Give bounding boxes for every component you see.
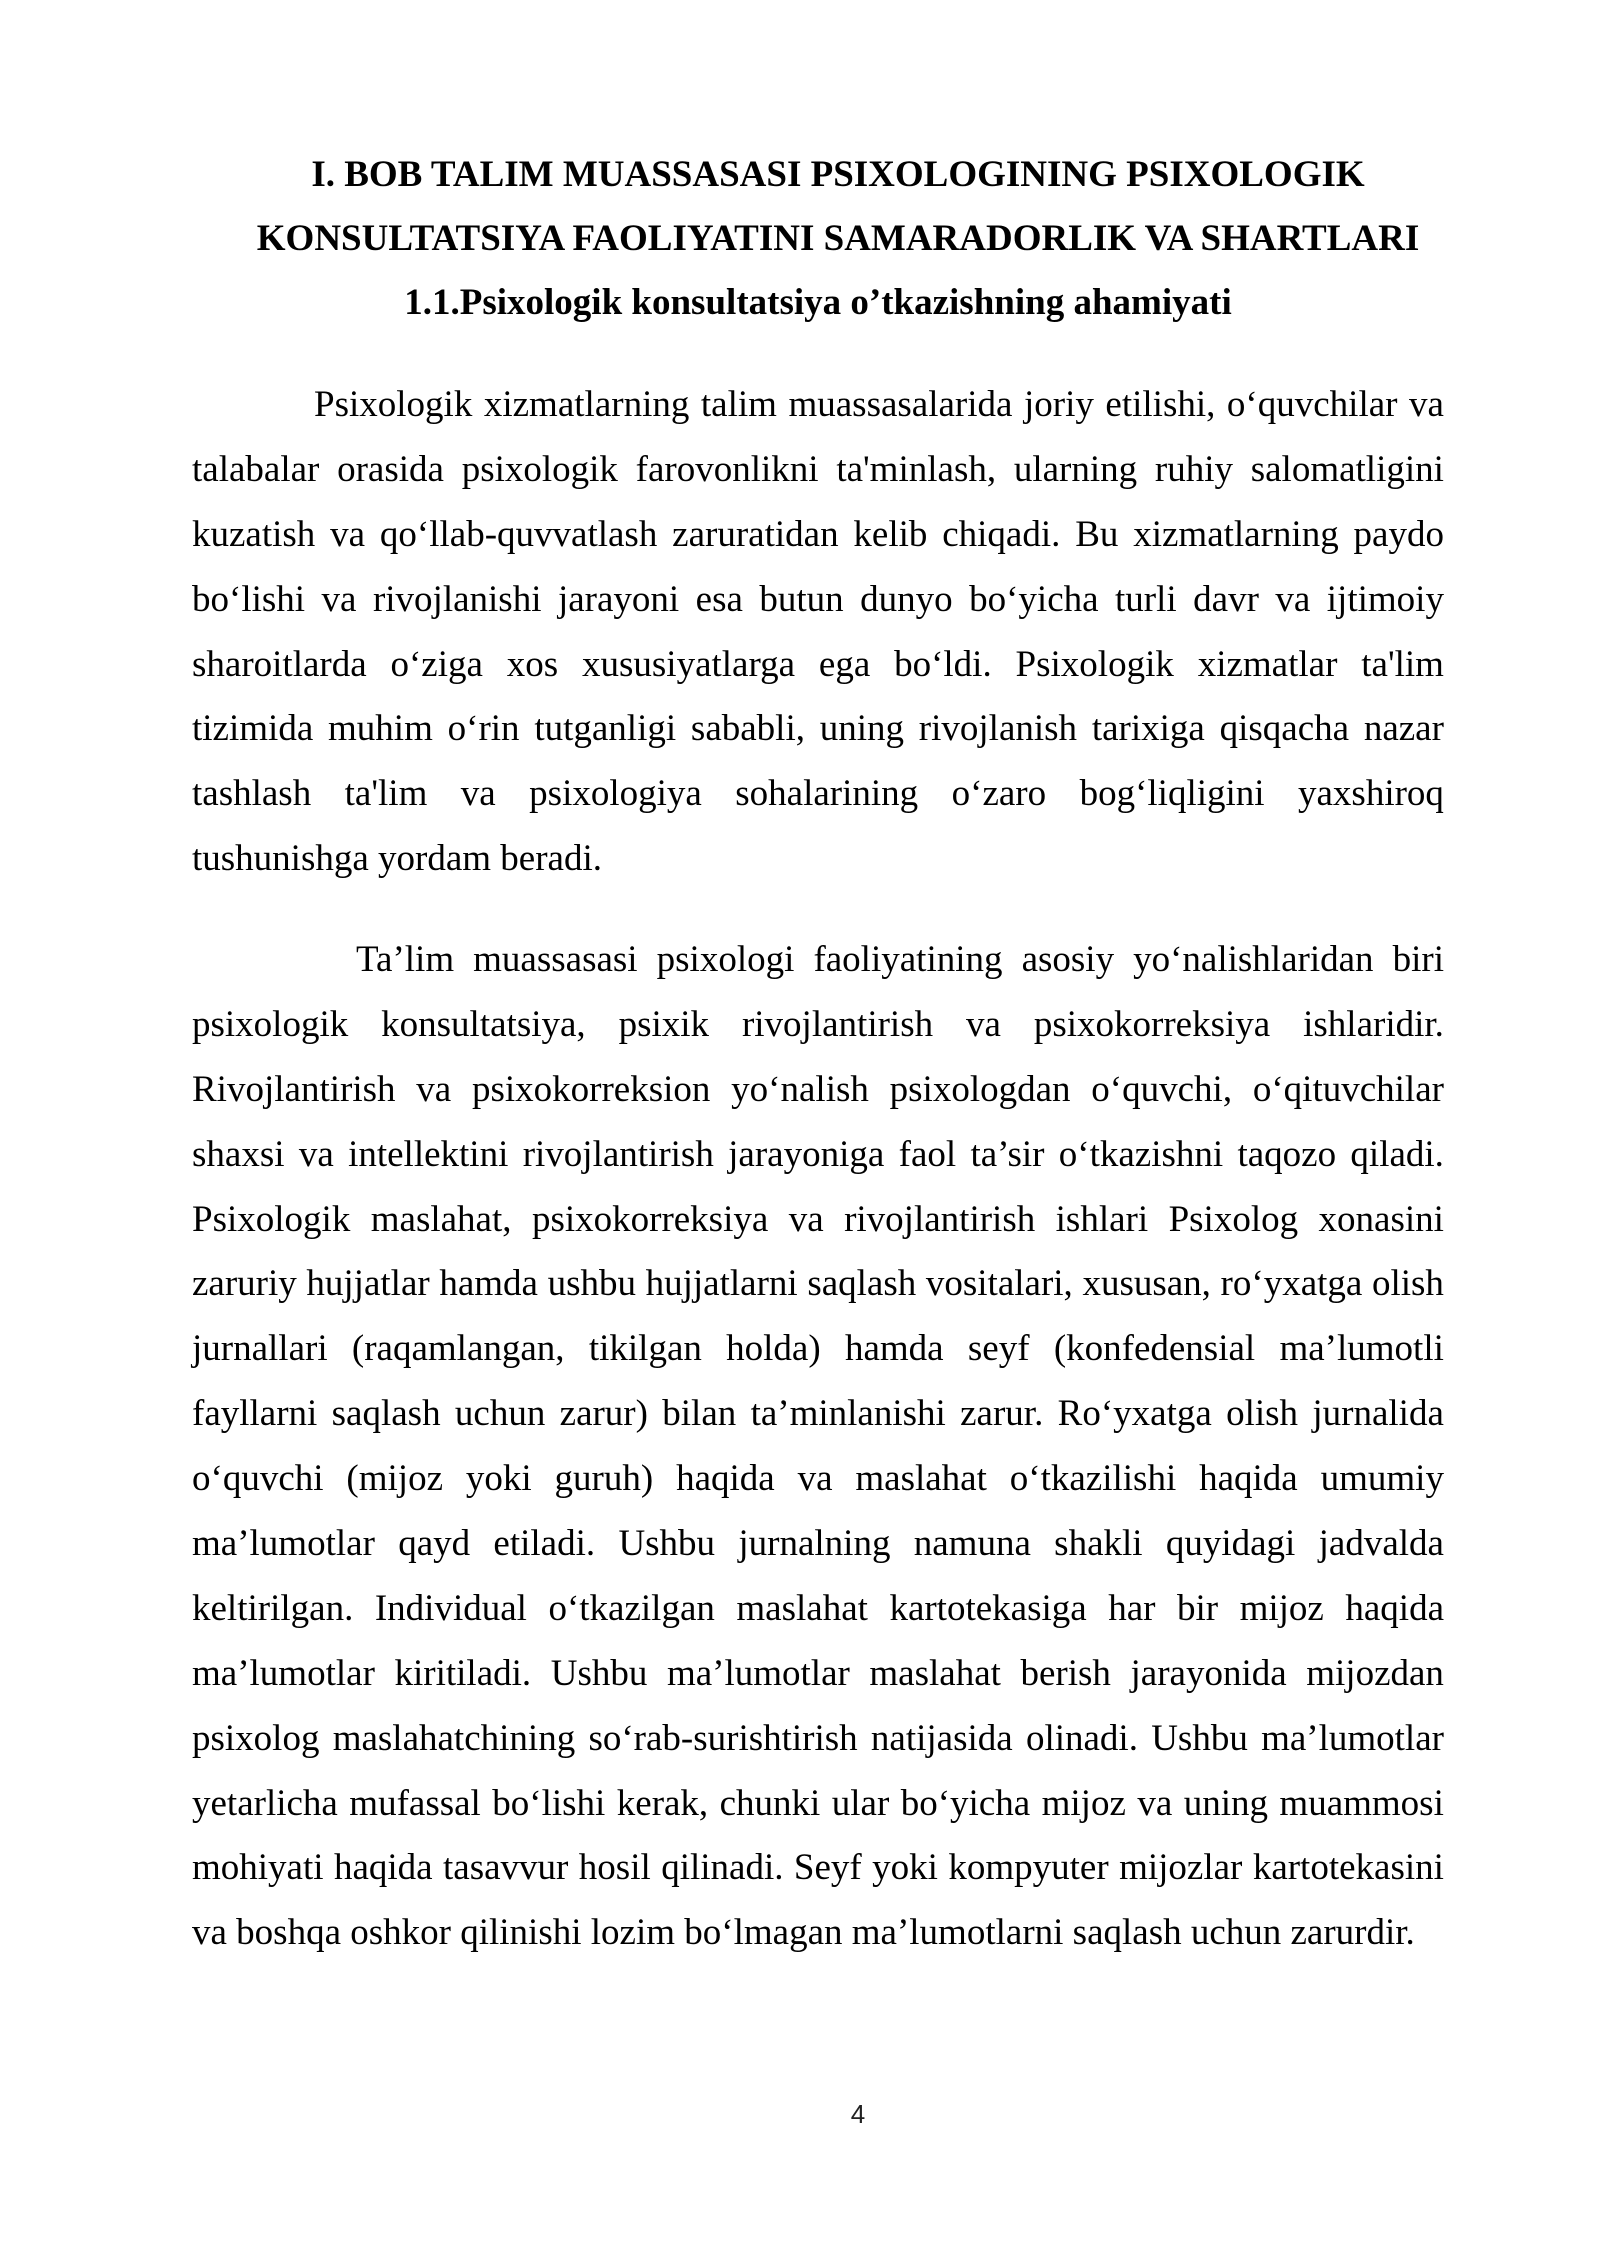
paragraph-line: va boshqa oshkor qilinishi lozim bo‘lmagan ma’lumotlarni saqlash uchun zarurdir. [192, 1912, 1415, 1954]
word: va [966, 1003, 1001, 1045]
word: ma’lumotlar [192, 1523, 375, 1565]
word: Ushbu [1151, 1717, 1248, 1759]
word: ma’lumotlar [666, 1652, 850, 1694]
word: mijoz [1239, 1587, 1324, 1629]
word: o‘qituvchilar [1252, 1068, 1444, 1110]
word: olish [1226, 1393, 1299, 1435]
word: joriy [1023, 384, 1094, 425]
word: va [321, 578, 357, 620]
word: ruhiy [1154, 448, 1233, 490]
word: bilan [662, 1393, 737, 1435]
word: rivojlanish [918, 708, 1078, 750]
word: psixokorreksiya [531, 1198, 769, 1240]
word: zaruriy [192, 1263, 297, 1305]
word: guruh) [554, 1458, 654, 1500]
word: jurnallari [192, 1328, 328, 1370]
paragraph-line: tushunishga yordam beradi. [192, 838, 602, 880]
word: butun [759, 578, 844, 620]
word: o‘tkazilgan [548, 1587, 715, 1629]
word: ijtimoiy [1326, 578, 1444, 620]
paragraph [192, 373, 1444, 892]
word: uning [819, 708, 905, 750]
word: Psixolog [1168, 1198, 1299, 1240]
word: ta’minlanishi [750, 1393, 946, 1435]
paragraph-line [192, 762, 1444, 827]
word: keltirilgan. [192, 1587, 354, 1629]
word: vositalari, [925, 1263, 1073, 1305]
word: o‘tkazilishi [1009, 1458, 1177, 1500]
word: hosil [578, 1847, 651, 1889]
word: paydo [1353, 513, 1444, 555]
paragraph-line [192, 928, 1444, 993]
word: va [1137, 1782, 1173, 1824]
word: o‘tkazishni [1058, 1133, 1224, 1175]
word: hujjatlar [306, 1263, 430, 1305]
word: xos [506, 643, 559, 685]
word: o‘zaro [951, 773, 1047, 815]
word: xususiyatlarga [582, 643, 796, 685]
word: maslahat [869, 1652, 1001, 1694]
word: jadvalda [1318, 1523, 1444, 1565]
word: tasavvur [443, 1847, 569, 1889]
word: psixologiya [529, 773, 702, 815]
word: o‘ziga [390, 643, 483, 685]
paragraph-line [192, 633, 1444, 698]
word: jurnalning [738, 1523, 891, 1565]
word: jarayonida [1130, 1652, 1287, 1694]
word: kiritiladi. [394, 1652, 532, 1694]
word: mijoz [1041, 1782, 1126, 1824]
word: sababli, [690, 708, 805, 750]
word: ularning [1013, 448, 1138, 490]
word: dunyo [860, 578, 953, 620]
word: har [1108, 1587, 1156, 1629]
word: orasida [337, 448, 444, 490]
word: chunki [719, 1782, 821, 1824]
word: farovonlikni [635, 448, 819, 490]
word: Bu [1075, 513, 1119, 555]
word: va [330, 513, 366, 555]
word: zaruratidan [672, 513, 839, 555]
word: Rivojlantirish [192, 1068, 396, 1110]
word: o‘quvchilar [1226, 384, 1398, 425]
word: bo‘lishi [192, 578, 306, 620]
word: tizimida [192, 708, 314, 750]
word: Psixologik [192, 1198, 351, 1240]
paragraph-line [192, 1642, 1444, 1707]
word: xizmatlarning [1133, 513, 1339, 555]
word: yetarlicha [192, 1782, 338, 1824]
word: qayd [398, 1523, 471, 1565]
word: kartotekasini [1252, 1847, 1444, 1889]
paragraph-line [192, 438, 1444, 503]
paragraph-line [192, 1512, 1444, 1577]
word: saqlash [331, 1393, 441, 1435]
word: rivojlanishi [372, 578, 542, 620]
word: ular [831, 1782, 890, 1824]
word: rivojlantirish [741, 1003, 934, 1045]
word: yoki [465, 1458, 532, 1500]
word: jarayoni [557, 578, 680, 620]
word: xizmatlar [1197, 643, 1338, 685]
paragraph-line [192, 1058, 1444, 1123]
word: bog‘liqligini [1079, 773, 1265, 815]
word: kompyuter [948, 1847, 1109, 1889]
word: talabalar [192, 448, 320, 490]
paragraph-line [192, 568, 1444, 633]
paragraph-line [192, 1577, 1444, 1642]
word: seyf [967, 1328, 1030, 1370]
word: chiqadi. [942, 513, 1061, 555]
word: Ro‘yxatga [1057, 1393, 1212, 1435]
word: va [298, 1133, 334, 1175]
word: psixologdan [889, 1068, 1071, 1110]
word: xonasini [1318, 1198, 1444, 1240]
word: ta'lim [1361, 643, 1444, 685]
paragraph-line [192, 503, 1444, 568]
word: berish [1020, 1652, 1111, 1694]
word: shaxsi [192, 1133, 285, 1175]
word: ta’sir [970, 1133, 1045, 1175]
word: ishlaridir. [1303, 1003, 1444, 1045]
word: maslahat, [370, 1198, 512, 1240]
word: psixologik [461, 448, 618, 490]
word: bo‘yicha [969, 578, 1099, 620]
word: ma’lumotlar [1261, 1717, 1444, 1759]
paragraph-line [192, 1188, 1444, 1253]
word: psixolog [192, 1717, 320, 1759]
word: intellektini [348, 1133, 509, 1175]
paragraph-line [192, 1707, 1444, 1772]
word: davr [1193, 578, 1259, 620]
word: asosiy [1021, 939, 1115, 980]
word: rivojlantirish [522, 1133, 714, 1175]
word: turli [1115, 578, 1177, 620]
word: muassasalarida [788, 384, 1013, 425]
word: qisqacha [1219, 708, 1350, 750]
word: (mijoz [346, 1458, 443, 1500]
word: va [416, 1068, 452, 1110]
word: kerak, [616, 1782, 709, 1824]
word: Seyf [793, 1847, 862, 1889]
word: ma’lumotli [1279, 1328, 1444, 1370]
word: psixologi [656, 939, 795, 980]
word: konsultatsiya, [381, 1003, 586, 1045]
word: ro‘yxatga [1220, 1263, 1363, 1305]
word: olinadi. [1025, 1717, 1138, 1759]
paragraph-line [192, 697, 1444, 762]
word: qo‘llab-quvvatlash [379, 513, 658, 555]
word: kuzatish [192, 513, 316, 555]
word: shakli [1054, 1523, 1143, 1565]
word: saqlash [807, 1263, 917, 1305]
word: psixokorreksiya [1033, 1003, 1271, 1045]
word: xizmatlarning [483, 384, 690, 425]
chapter-title-line: KONSULTATSIYA FAOLIYATINI SAMARADORLIK VA SHARTLARI [256, 218, 1420, 259]
word: natijasida [870, 1717, 1013, 1759]
word: zarur. [960, 1393, 1044, 1435]
word: fayllarni [192, 1393, 318, 1435]
word: muassasasi [473, 939, 638, 980]
word: sohalarining [735, 773, 919, 815]
paragraph-line [192, 1123, 1444, 1188]
word: faol [898, 1133, 957, 1175]
word: yo‘nalish [731, 1068, 869, 1110]
word: namuna [913, 1523, 1031, 1565]
word: qiladi. [1350, 1133, 1444, 1175]
word: Individual [374, 1587, 527, 1629]
word: ma’lumotlar [192, 1652, 375, 1694]
paragraph [192, 928, 1444, 1966]
word: va [1275, 578, 1311, 620]
paragraph-line [192, 1447, 1444, 1512]
word: mijozdan [1306, 1652, 1444, 1694]
word: sharoitlarda [192, 643, 367, 685]
word: va [797, 1458, 833, 1500]
word: uchun [454, 1393, 546, 1435]
word: muammosi [1279, 1782, 1444, 1824]
word: etiladi. [493, 1523, 596, 1565]
word: va [1409, 384, 1444, 425]
word: Ushbu [618, 1523, 716, 1565]
paragraph-line [192, 1252, 1444, 1317]
word: maslahat [736, 1587, 868, 1629]
word: psixologik [192, 1003, 349, 1045]
paragraph-line [192, 1317, 1444, 1382]
word: (konfedensial [1053, 1328, 1256, 1370]
word: taqozo [1237, 1133, 1337, 1175]
word: maslahatchining [332, 1717, 576, 1759]
word: haqida [676, 1458, 775, 1500]
word: tarixiga [1091, 708, 1205, 750]
word: holda) [726, 1328, 821, 1370]
word: maslahat [855, 1458, 987, 1500]
word: salomatligini [1250, 448, 1444, 490]
word: ega [818, 643, 871, 685]
paragraph-line [192, 373, 1444, 438]
word: Ushbu [550, 1652, 648, 1694]
word: yo‘nalishlaridan [1133, 939, 1374, 980]
word: kartotekasiga [889, 1587, 1087, 1629]
word: tikilgan [588, 1328, 702, 1370]
word: jurnalida [1312, 1393, 1444, 1435]
word: yaxshiroq [1298, 773, 1444, 815]
paragraph-line [192, 993, 1444, 1058]
word: hamda [439, 1263, 538, 1305]
word: tashlash [192, 773, 312, 815]
word: qilinadi. [661, 1847, 784, 1889]
word: hujjatlarni [645, 1263, 798, 1305]
word: jarayoniga [728, 1133, 885, 1175]
word: olish [1371, 1263, 1444, 1305]
paragraph-line [192, 1836, 1444, 1901]
word: o‘rin [447, 708, 520, 750]
word: hamda [844, 1328, 944, 1370]
chapter-title-line: I. BOB TALIM MUASSASASI PSIXOLOGINING PSIXOLOGIK [311, 154, 1365, 195]
page-number: 4 [850, 2099, 866, 2129]
word: (raqamlangan, [351, 1328, 565, 1370]
word: Ta’lim [356, 939, 455, 980]
word: Psixologik [314, 384, 473, 425]
word: ta'minlash, [836, 448, 997, 490]
word: xususan, [1082, 1263, 1211, 1305]
word: so‘rab-surishtirish [588, 1717, 858, 1759]
word: ushbu [547, 1263, 636, 1305]
word: faoliyatining [813, 939, 1003, 980]
word: o‘quvchi, [1091, 1068, 1233, 1110]
word: bo‘lishi [492, 1782, 606, 1824]
word: kelib [853, 513, 928, 555]
word: ta'lim [344, 773, 428, 815]
chapter-title [232, 143, 1444, 271]
section-title: 1.1.Psixologik konsultatsiya o’tkazishning ahamiyati [404, 282, 1232, 323]
paragraph-line [192, 1772, 1444, 1837]
word: umumiy [1320, 1458, 1444, 1500]
word: o‘quvchi [192, 1458, 324, 1500]
word: psixokorreksion [471, 1068, 711, 1110]
word: quyidagi [1165, 1523, 1296, 1565]
word: yoki [872, 1847, 938, 1889]
word: bo‘yicha [900, 1782, 1031, 1824]
word: zarur) [559, 1393, 648, 1435]
word: mijozlar [1119, 1847, 1243, 1889]
word: tutganligi [534, 708, 677, 750]
word: va [788, 1198, 824, 1240]
word: ishlari [1055, 1198, 1149, 1240]
word: mufassal [349, 1782, 481, 1824]
word: muhim [328, 708, 433, 750]
word: esa [695, 578, 743, 620]
word: bir [1176, 1587, 1219, 1629]
word: psixik [618, 1003, 710, 1045]
word: uning [1183, 1782, 1268, 1824]
word: bo‘ldi. [894, 643, 992, 685]
word: Psixologik [1015, 643, 1174, 685]
word: nazar [1363, 708, 1444, 750]
word: haqida [1345, 1587, 1444, 1629]
word: rivojlantirish [844, 1198, 1036, 1240]
word: talim [700, 384, 777, 425]
word: va [460, 773, 496, 815]
paragraph-line [192, 1382, 1444, 1447]
word: haqida [333, 1847, 433, 1889]
word: etilishi, [1105, 384, 1216, 425]
word: haqida [1199, 1458, 1298, 1500]
word: biri [1392, 939, 1444, 980]
word: mohiyati [192, 1847, 324, 1889]
